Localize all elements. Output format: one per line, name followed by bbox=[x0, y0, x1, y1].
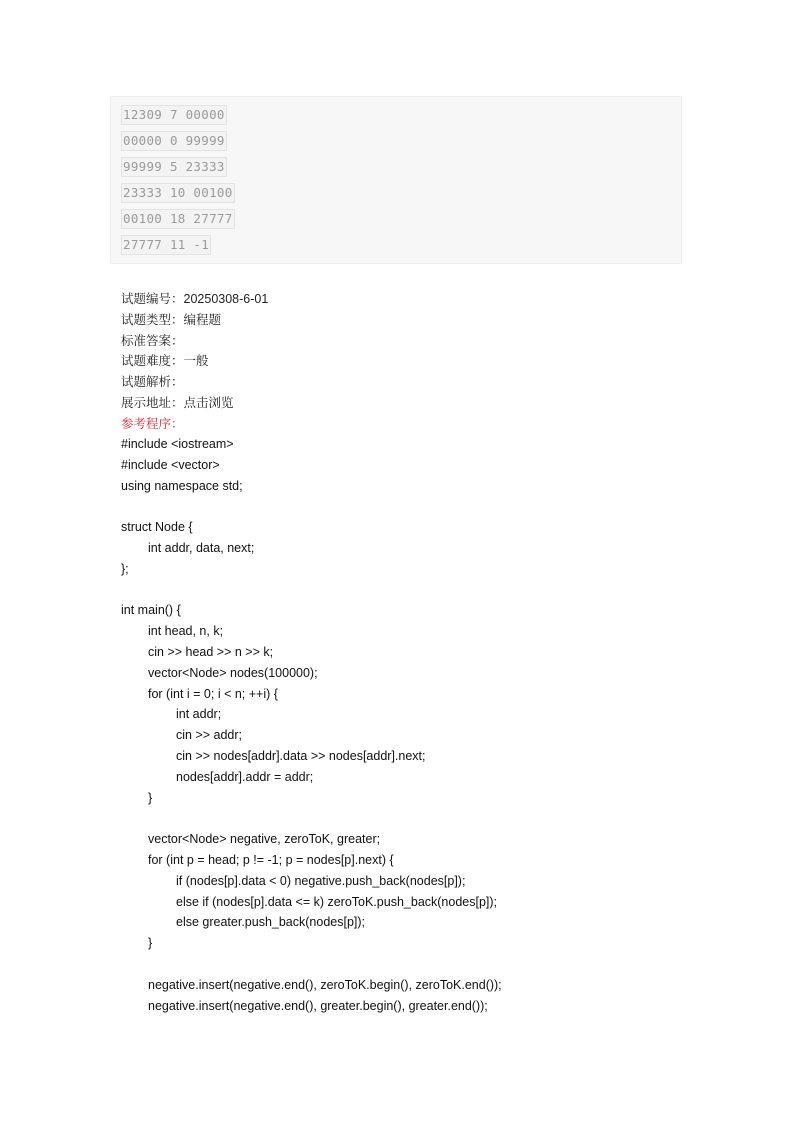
code-line: using namespace std; bbox=[121, 478, 243, 493]
code-line: vector<Node> nodes(100000); bbox=[148, 665, 318, 680]
code-line: else greater.push_back(nodes[p]); bbox=[176, 915, 366, 930]
display-address-label: 展示地址： bbox=[121, 394, 184, 410]
question-id-label: 试题编号： bbox=[121, 291, 184, 306]
question-info bbox=[121, 289, 268, 435]
code-line-blank bbox=[121, 496, 502, 517]
code-line: cin >> head >> n >> k; bbox=[148, 644, 274, 659]
code-line-blank bbox=[121, 954, 502, 975]
code-line: nodes[addr].addr = addr; bbox=[176, 769, 314, 784]
code-line: else if (nodes[p].data <= k) zeroToK.push_back(nodes[p]); bbox=[176, 894, 498, 909]
code-line: vector<Node> negative, zeroToK, greater; bbox=[148, 832, 381, 847]
code-line-blank bbox=[121, 808, 502, 829]
code-line: #include <vector> bbox=[121, 457, 220, 472]
code-line: for (int p = head; p != -1; p = nodes[p].next) { bbox=[148, 852, 394, 867]
code-line: } bbox=[148, 936, 153, 951]
standard-answer-row bbox=[121, 331, 268, 352]
sample-line: 00100 18 27777 bbox=[121, 209, 681, 235]
code-line-blank bbox=[121, 580, 502, 601]
code-line: for (int i = 0; i < n; ++i) { bbox=[148, 686, 278, 701]
reference-program-label: 参考程序： bbox=[121, 415, 184, 431]
difficulty-row bbox=[121, 351, 268, 372]
question-id-value: 20250308-6-01 bbox=[183, 292, 269, 306]
question-type-value: 编程题 bbox=[183, 311, 222, 327]
sample-input-block bbox=[110, 96, 682, 264]
difficulty-value: 一般 bbox=[183, 353, 209, 369]
sample-line: 99999 5 23333 bbox=[121, 157, 681, 183]
analysis-row bbox=[121, 372, 268, 393]
code-line: cin >> nodes[addr].data >> nodes[addr].next; bbox=[176, 748, 426, 763]
code-line: int head, n, k; bbox=[148, 624, 224, 639]
code-line: }; bbox=[121, 561, 129, 576]
analysis-label: 试题解析： bbox=[121, 374, 184, 390]
code-line: negative.insert(negative.end(), zeroToK.begin(), zeroToK.end()); bbox=[148, 977, 502, 992]
code-line: int main() { bbox=[121, 603, 181, 618]
question-id-row bbox=[121, 289, 268, 310]
code-line: #include <iostream> bbox=[121, 437, 234, 451]
sample-line: 00000 0 99999 bbox=[121, 131, 681, 157]
question-type-label: 试题类型： bbox=[121, 311, 184, 327]
code-line: cin >> addr; bbox=[176, 728, 243, 743]
sample-line: 12309 7 00000 bbox=[121, 105, 681, 131]
sample-line: 23333 10 00100 bbox=[121, 183, 681, 209]
code-line: int addr, data, next; bbox=[148, 540, 255, 555]
display-address-row bbox=[121, 393, 268, 414]
question-type-row bbox=[121, 310, 268, 331]
code-line: struct Node { bbox=[121, 520, 193, 535]
standard-answer-label: 标准答案： bbox=[121, 332, 184, 348]
code-line: int addr; bbox=[176, 707, 222, 722]
code-line: negative.insert(negative.end(), greater.begin(), greater.end()); bbox=[148, 998, 488, 1013]
sample-line: 27777 11 -1 bbox=[121, 235, 681, 261]
reference-program-code bbox=[121, 434, 502, 1016]
difficulty-label: 试题难度： bbox=[121, 353, 184, 369]
code-line: if (nodes[p].data < 0) negative.push_back(nodes[p]); bbox=[176, 873, 466, 888]
code-line: } bbox=[148, 790, 153, 805]
display-address-link[interactable]: 点击浏览 bbox=[183, 394, 234, 410]
